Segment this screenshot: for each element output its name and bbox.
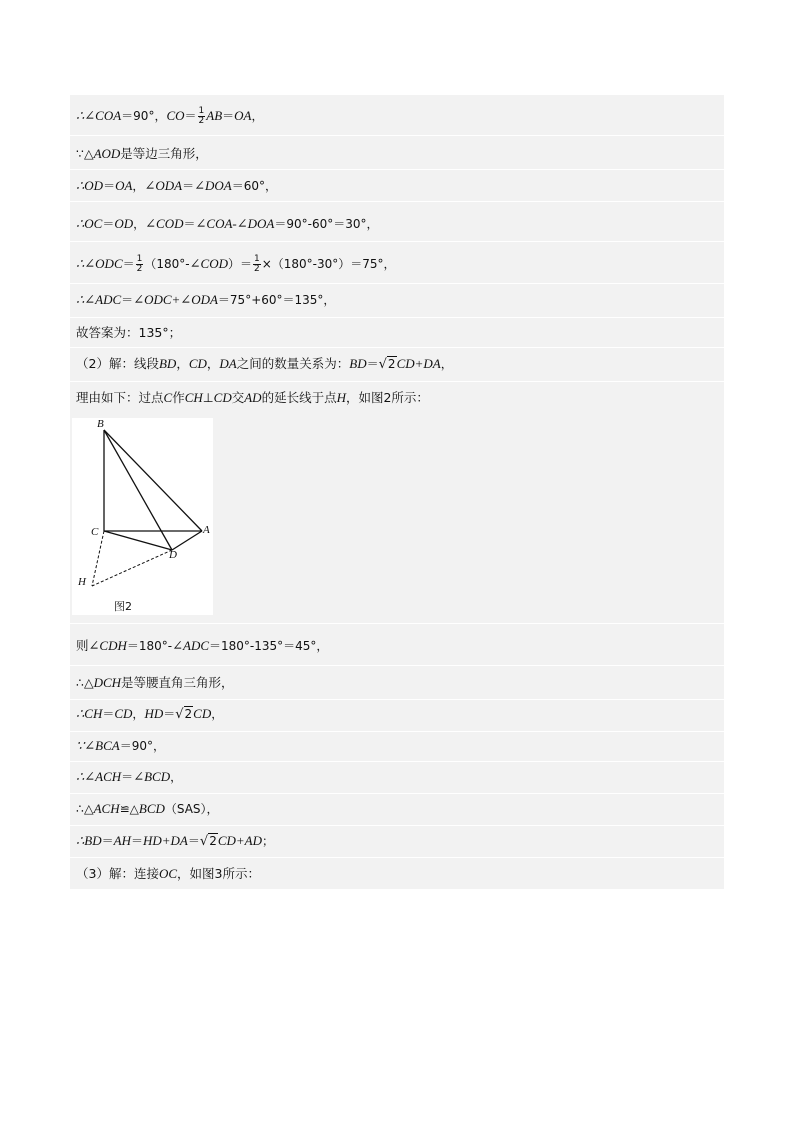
figure-caption: 图2 — [114, 600, 132, 613]
line-16: ∴BD＝AH＝HD+DA＝√2CD+AD； — [76, 833, 275, 849]
geometry-diagram — [72, 418, 213, 615]
line-1: ∴∠COA＝90°，CO＝ $\frac{1}{2}$ AB＝OA， — [76, 106, 264, 126]
label-h: H — [78, 576, 86, 588]
label-c: C — [91, 526, 99, 538]
solution-block — [70, 95, 724, 889]
segment-dh — [92, 550, 172, 586]
line-13: ∵∠BCA＝90°， — [76, 738, 165, 753]
line-7: 故答案为：135°； — [76, 325, 182, 340]
segment-ch — [92, 531, 104, 586]
line-11: ∴△DCH是等腰直角三角形， — [76, 675, 234, 690]
line-12: ∴CH＝CD，HD＝√2CD， — [76, 706, 224, 722]
line-6: ∴∠ADC＝∠ODC+∠ODA＝75°+60°＝135°， — [76, 292, 336, 307]
line-3: ∴OD＝OA，∠ODA＝∠DOA＝60°， — [76, 178, 277, 193]
line-9: 理由如下：过点C作CH⊥CD交AD的延长线于点H，如图2所示： — [76, 390, 429, 405]
line-4: ∴OC＝OD，∠COD＝∠COA-∠DOA＝90°-60°＝30°， — [76, 216, 379, 231]
line-2: ∵△AOD是等边三角形， — [76, 146, 208, 161]
label-b: B — [97, 418, 104, 430]
label-d: D — [169, 549, 177, 561]
segment-cd — [104, 531, 172, 550]
line-10: 则∠CDH＝180°-∠ADC＝180°-135°＝45°， — [76, 638, 329, 653]
line-17: （3）解：连接OC，如图3所示： — [76, 866, 260, 881]
figure-2 — [72, 418, 213, 615]
line-15: ∴△ACH≌△BCD（SAS）， — [76, 801, 219, 816]
fraction: $\frac{1}{2}$ — [198, 106, 205, 126]
line-8: （2）解：线段BD，CD，DA之间的数量关系为：BD＝√2CD+DA， — [76, 356, 453, 372]
line-14: ∴∠ACH＝∠BCD， — [76, 769, 183, 784]
label-a: A — [203, 524, 210, 536]
line-5: ∴∠ODC＝ $\frac{1}{2}$ （180°-∠COD）＝ $\frac{1}{2}$ ×（180°-30°）＝75°， — [76, 254, 396, 274]
segment-ad — [172, 531, 202, 550]
